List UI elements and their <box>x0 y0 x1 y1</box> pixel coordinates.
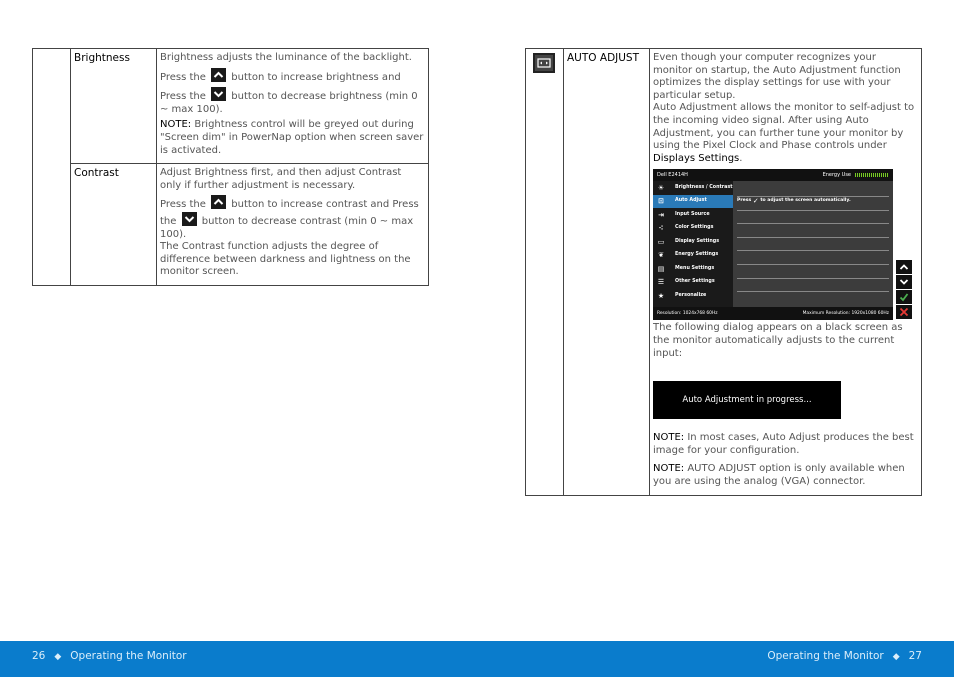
osd-resolution: Resolution: 1024x768 60Hz <box>657 310 718 316</box>
auto-adjust-icon <box>533 53 555 73</box>
auto-adjust-note2: NOTE: AUTO ADJUST option is only available when you are using the analog (VGA) connector. <box>653 463 905 487</box>
leaf-icon: ❦ <box>658 251 664 260</box>
osd-item-color: ⁖ Color Settings <box>653 222 733 236</box>
brightness-label: Brightness <box>71 49 157 164</box>
sliders-icon: ☰ <box>657 278 665 287</box>
color-icon: ⁖ <box>658 224 664 233</box>
diamond-icon: ◆ <box>892 652 900 662</box>
contrast-description <box>157 164 429 286</box>
page-footer <box>0 641 954 677</box>
osd-max-resolution: Maximum Resolution: 1920x1080 60Hz <box>802 310 889 316</box>
auto-adjust-icon: ⊡ <box>658 197 664 206</box>
down-arrow-icon <box>182 212 197 226</box>
page-number-left: 26 <box>32 650 46 662</box>
osd-menu-screenshot <box>653 169 893 320</box>
down-arrow-icon <box>211 87 226 101</box>
up-arrow-icon <box>211 195 226 209</box>
menu-icon: ▤ <box>657 264 665 273</box>
osd-item-energy: ❦ Energy Settings <box>653 249 733 263</box>
brightness-note: NOTE: Brightness control will be greyed out during "Screen dim" in PowerNap option when screen saver is activated. <box>160 119 424 156</box>
star-icon: ★ <box>657 291 665 300</box>
osd-item-display: ▭ Display Settings <box>657 237 720 246</box>
osd-item-other: ☰ Other Settings <box>657 278 715 287</box>
auto-adjust-label: AUTO ADJUST <box>564 49 650 496</box>
osd-energy: Energy Use <box>823 169 889 182</box>
up-arrow-icon <box>211 68 226 82</box>
auto-adjust-description <box>650 49 922 496</box>
osd-item-personalize: ★ Personalize <box>657 291 707 300</box>
contrast-row <box>33 164 429 286</box>
osd-side-buttons <box>896 260 912 319</box>
osd-panel <box>733 181 893 307</box>
osd-item-brightness: ☀ Brightness / Contrast <box>657 183 733 192</box>
brightness-line1: Brightness adjusts the luminance of the backlight. <box>160 52 412 63</box>
auto-adjust-para2: Auto Adjustment allows the monitor to self-adjust to the incoming video signal. After using Auto Adjustment, you can further tune your monitor by using the Pixel Clock and Phase controls under Displays Settings. <box>653 102 915 164</box>
auto-adjust-para1: Even though your computer recognizes your monitor on startup, the Auto Adjustment function optimizes the display settings for use with your particular setup. <box>653 52 901 101</box>
contrast-label: Contrast <box>71 164 157 286</box>
footer-title-right: Operating the Monitor <box>767 650 884 662</box>
osd-model: Dell E2414H <box>657 172 688 179</box>
osd-item-menu: ▤ Menu Settings <box>657 264 715 273</box>
down-arrow-icon <box>896 275 912 289</box>
diamond-icon: ◆ <box>54 652 62 662</box>
page-number-right: 27 <box>908 650 922 662</box>
checkmark-icon: ✓ <box>752 196 759 205</box>
osd-menu-list <box>653 181 733 307</box>
contrast-line1: Adjust Brightness first, and then adjust Contrast only if further adjustment is necessary. <box>160 167 402 191</box>
close-icon <box>896 305 912 319</box>
auto-adjust-row <box>526 49 922 496</box>
up-arrow-icon <box>896 260 912 274</box>
sun-icon: ☀ <box>657 183 665 192</box>
osd-header <box>653 169 893 181</box>
osd-instruction: Press ✓ to adjust the screen automatically. <box>737 197 889 211</box>
brightness-decrease: Press the button to decrease brightness (min 0 ~ max 100). <box>160 87 425 116</box>
brightness-row <box>33 49 429 164</box>
auto-adjust-icon-cell <box>526 49 564 496</box>
progress-dialog <box>653 381 841 419</box>
brightness-description <box>157 49 429 164</box>
auto-adjust-table <box>525 48 922 496</box>
osd-item-auto-adjust: ⊡ Auto Adjust <box>653 195 733 209</box>
check-icon <box>896 290 912 304</box>
left-settings-table <box>32 48 429 286</box>
display-icon: ▭ <box>657 237 665 246</box>
osd-item-input-source: ⇥ Input Source <box>653 208 733 222</box>
auto-adjust-para3: The following dialog appears on a black screen as the monitor automatically adjusts to the current input: <box>653 322 903 359</box>
auto-adjust-note1: NOTE: In most cases, Auto Adjust produces the best image for your configuration. <box>653 432 914 456</box>
footer-title-left: Operating the Monitor <box>70 650 187 662</box>
input-icon: ⇥ <box>658 210 664 219</box>
footer-left <box>32 650 187 664</box>
energy-bar-icon <box>855 173 889 177</box>
brightness-increase: Press the button to increase brightness and <box>160 68 425 85</box>
contrast-adjust: Press the button to increase contrast and Press the button to decrease contrast (min 0 ~ max 100). The Contrast function adjusts the degree of difference between darkness and lightness on the monitor screen. <box>160 195 425 279</box>
progress-text: Auto Adjustment in progress... <box>682 394 812 405</box>
icon-cell-empty <box>33 49 71 286</box>
footer-right <box>767 650 922 664</box>
osd-footer <box>653 307 893 320</box>
